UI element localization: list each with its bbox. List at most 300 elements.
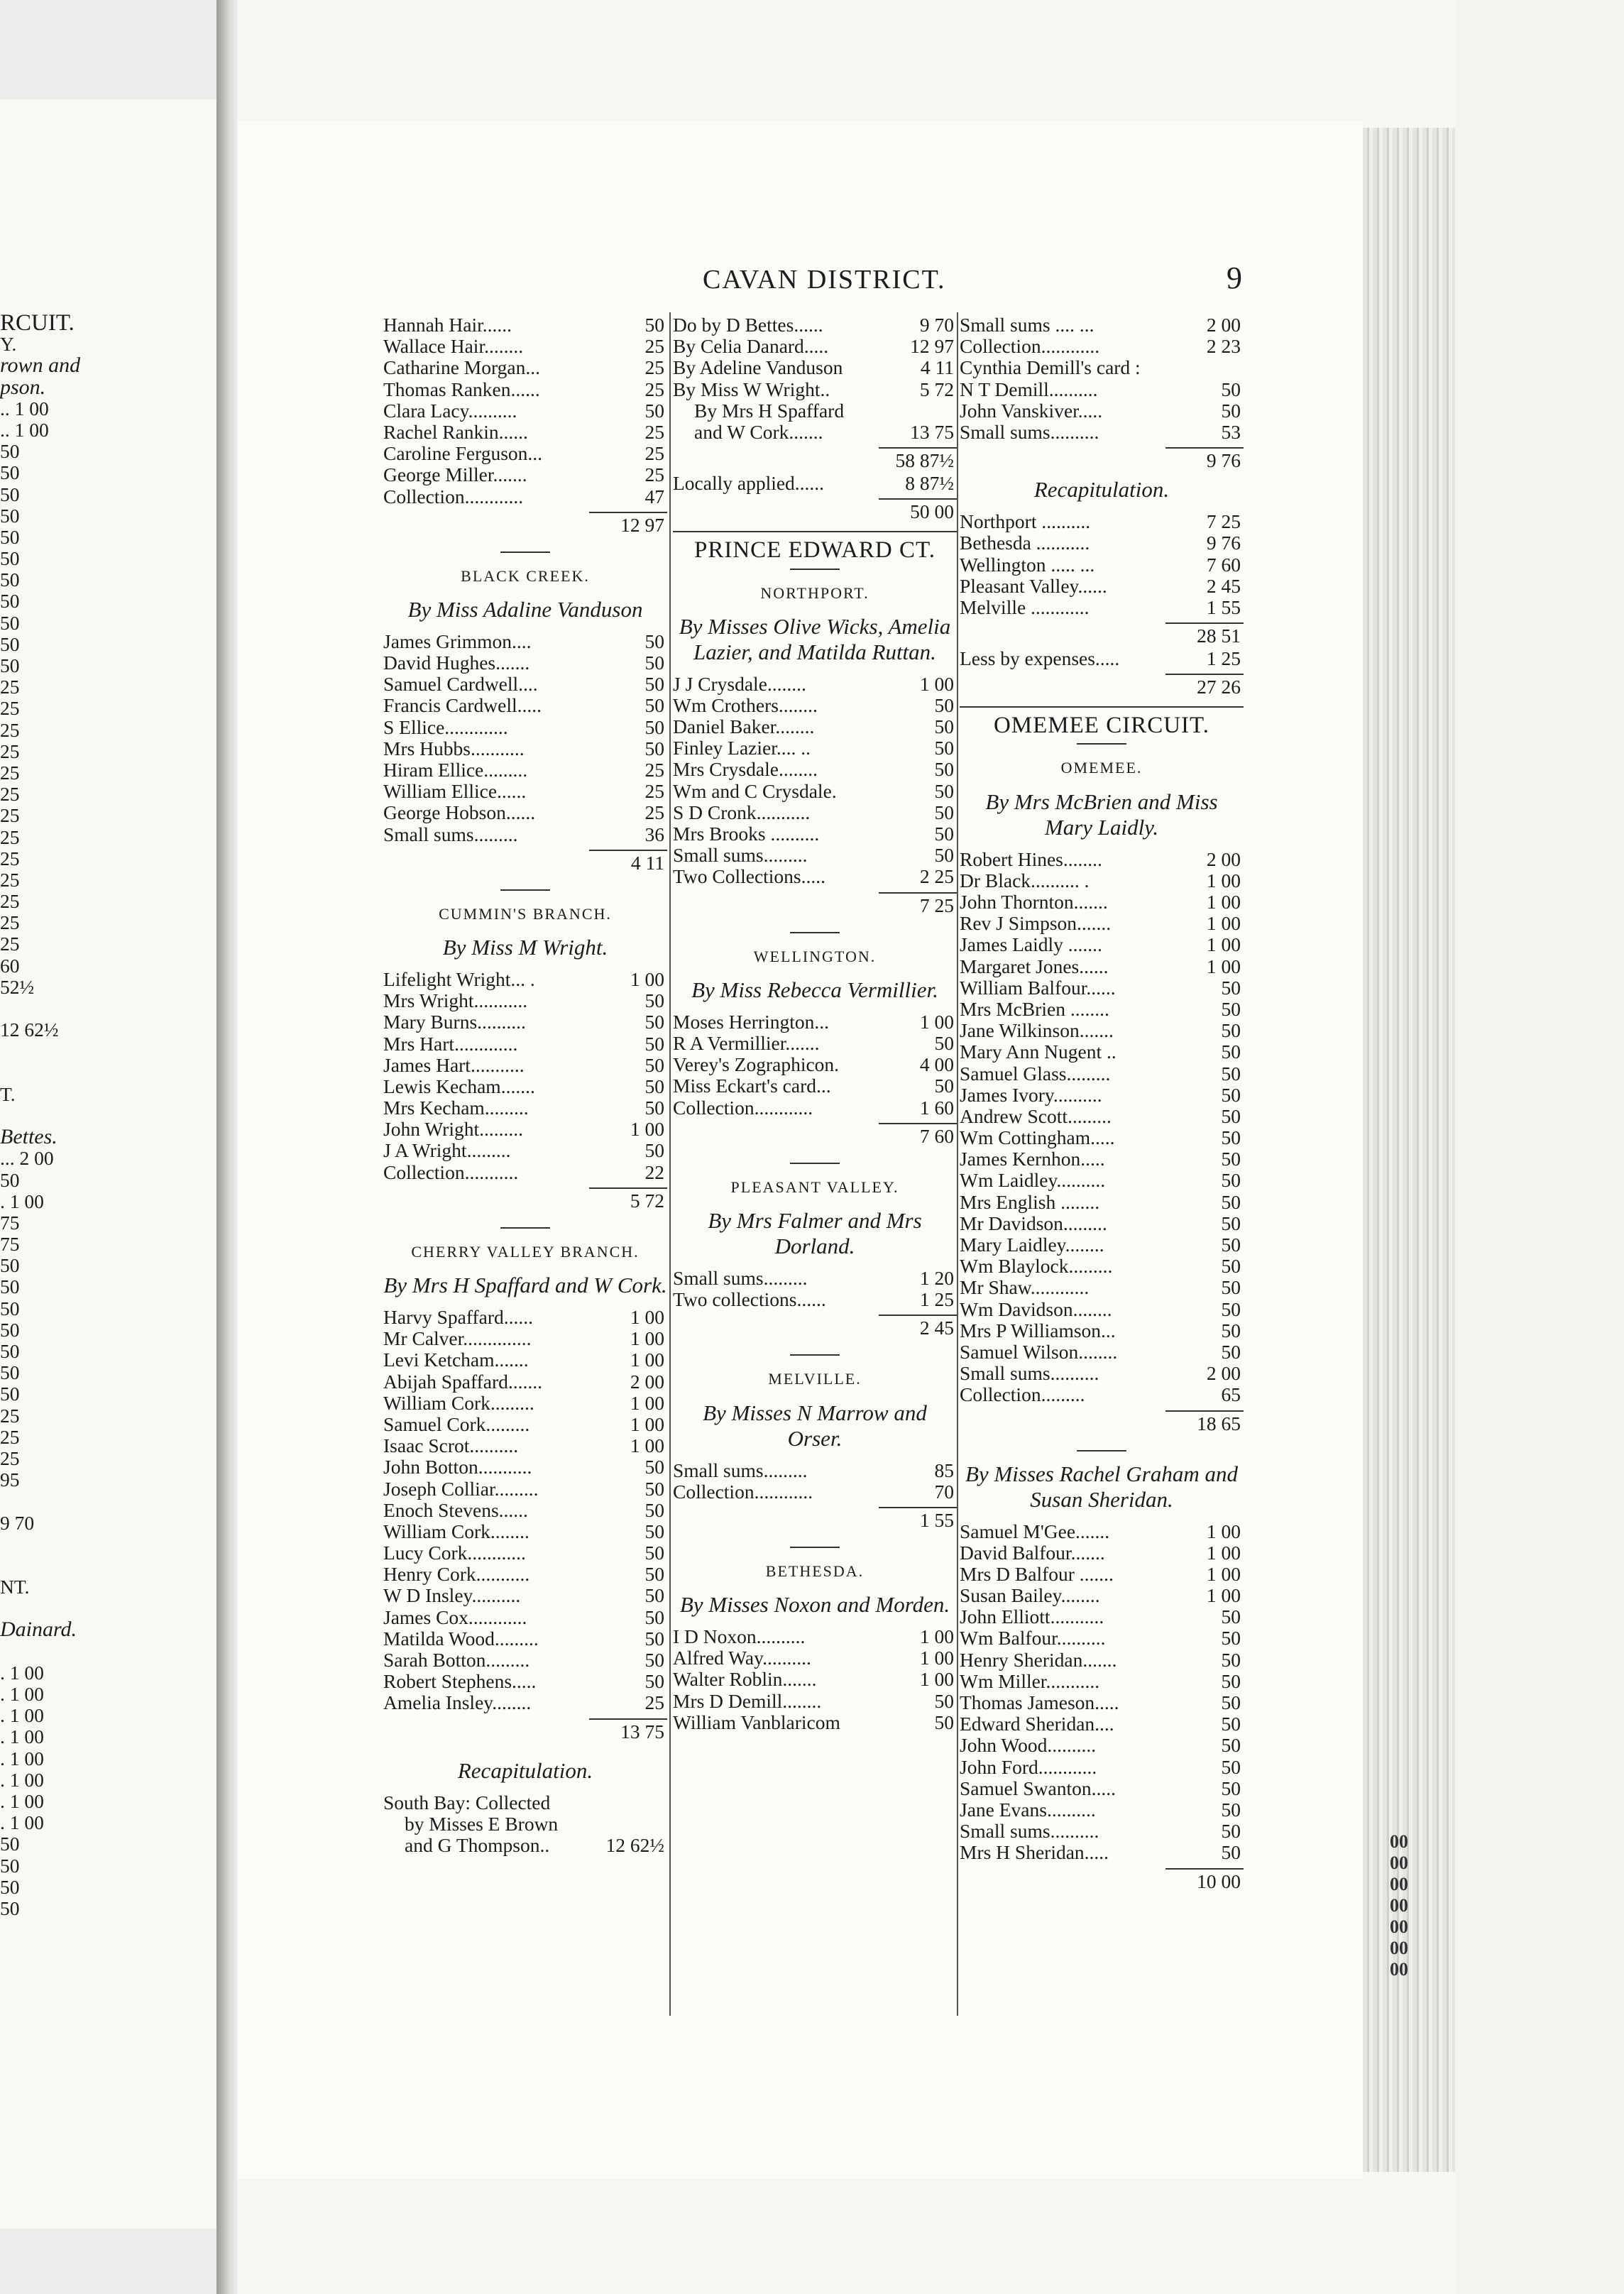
separator — [1077, 1450, 1126, 1451]
entry-amount: 50 — [934, 737, 954, 759]
fragment-text — [0, 1041, 99, 1062]
entry-row — [383, 1671, 667, 1692]
entry-name: W D Insley.......... — [383, 1584, 521, 1607]
entry-row — [673, 1712, 957, 1733]
entry-amount: 50 — [644, 989, 664, 1012]
entry-name: William Cork........ — [383, 1520, 530, 1542]
entry-row — [383, 738, 667, 759]
entry-amount: 50 — [1221, 1169, 1241, 1192]
fragment-text: 75 — [0, 1233, 20, 1256]
entry-name: Samuel Wilson........ — [960, 1340, 1118, 1363]
entry-amount: 1 00 — [630, 1391, 664, 1414]
fragment-text: . 1 00 — [0, 1768, 44, 1791]
entry-name: Samuel Cork......... — [383, 1412, 530, 1435]
contributor-list — [673, 674, 957, 888]
entry-amount: 50 — [1221, 1255, 1241, 1278]
contributor-list — [673, 1460, 957, 1503]
contributor-list — [960, 849, 1244, 1406]
section-heading: NORTHPORT. — [760, 583, 869, 602]
section-heading: BETHESDA. — [765, 1562, 865, 1580]
entry-name: Mrs Kecham......... — [383, 1097, 529, 1119]
entry-amount: 50 — [934, 1711, 954, 1733]
entry-amount: 7 25 — [1206, 510, 1241, 533]
entry-amount — [1170, 357, 1244, 378]
entry-name: Joseph Colliar......... — [383, 1477, 539, 1500]
entry-row — [960, 400, 1244, 422]
collector-line: By Miss M Wright. — [442, 934, 608, 960]
entry-name: By Celia Danard..... — [673, 335, 829, 358]
entry-name: Wm Balfour.......... — [960, 1627, 1106, 1650]
entry-name: John Botton........... — [383, 1456, 532, 1478]
contributor-list — [673, 1626, 957, 1733]
entry-row — [673, 1647, 957, 1669]
fragment-text: 00 — [1390, 1916, 1408, 1937]
fragment-text — [0, 1598, 99, 1619]
fragment-text: 00 — [1390, 1938, 1408, 1958]
fragment-text: 9 70 — [0, 1511, 35, 1534]
entry-amount: 50 — [644, 1139, 664, 1162]
entry-amount: 1 00 — [630, 1327, 664, 1350]
entry-amount: 50 — [934, 1689, 954, 1712]
fragment-text: . 1 00 — [0, 1789, 44, 1812]
entry-amount: 25 — [644, 442, 664, 465]
column-1 — [383, 314, 667, 1856]
entry-amount: 1 20 — [919, 1266, 954, 1289]
entry-name: Robert Stephens..... — [383, 1670, 537, 1693]
entry-amount: 1 00 — [630, 1306, 664, 1329]
separator — [500, 1227, 550, 1229]
entry-name: David Balfour....... — [960, 1541, 1105, 1564]
entry-name: Mr Calver.............. — [383, 1327, 532, 1350]
contributor-list — [960, 314, 1244, 443]
recap-list — [960, 511, 1244, 618]
entry-amount: 50 — [1221, 1777, 1241, 1799]
entry-row — [383, 1140, 667, 1161]
entry-row — [960, 1299, 1244, 1320]
entry-row — [383, 1349, 667, 1371]
entry-row — [383, 1500, 667, 1521]
entry-row — [960, 1192, 1244, 1213]
entry-row — [383, 1055, 667, 1076]
entry-amount: 25 — [644, 378, 664, 400]
entry-name: Melville ............ — [960, 596, 1090, 618]
recap-heading: Recapitulation. — [1033, 477, 1170, 503]
entry-amount: 1 00 — [630, 1434, 664, 1457]
entry-name: James Grimmon.... — [383, 630, 532, 652]
fragment-text: 25 — [0, 825, 20, 848]
circuit-title: OMEMEE CIRCUIT. — [993, 713, 1210, 739]
collector-line: By Mrs H Spaffard and W Cork. — [383, 1273, 667, 1298]
entry-row — [960, 576, 1244, 597]
entry-row — [383, 486, 667, 507]
entry-amount: 1 00 — [1206, 933, 1241, 956]
section-heading: CUMMIN'S BRANCH. — [439, 904, 612, 923]
entry-name: John Wood.......... — [960, 1734, 1097, 1757]
entry-amount: 50 — [1221, 1212, 1241, 1234]
entry-name: I D Noxon.......... — [673, 1625, 806, 1648]
entry-name: N T Demill.......... — [960, 378, 1098, 400]
entry-name: Mrs D Demill........ — [673, 1689, 822, 1712]
section-heading: OMEMEE. — [1060, 759, 1143, 777]
fragment-text: . 1 00 — [0, 1661, 44, 1684]
entry-row — [383, 1307, 667, 1328]
entry-row — [960, 999, 1244, 1020]
entry-name: Mr Shaw............ — [960, 1276, 1090, 1299]
entry-row — [960, 891, 1244, 913]
entry-row — [673, 1268, 957, 1289]
entry-row — [960, 1799, 1244, 1821]
entry-row — [383, 1162, 667, 1183]
entry-name: Verey's Zographicon. — [673, 1053, 840, 1076]
entry-name: Harvy Spaffard...... — [383, 1306, 534, 1329]
fragment-text: 50 — [0, 1168, 20, 1191]
entry-amount: 25 — [644, 1691, 664, 1714]
contributor-list — [383, 1307, 667, 1714]
page-edges — [1363, 128, 1455, 2172]
entry-name: Lewis Kecham....... — [383, 1075, 535, 1097]
entry-row — [383, 1033, 667, 1055]
entry-amount: 50 — [644, 1011, 664, 1033]
entry-amount: 50 — [1221, 1019, 1241, 1042]
entry-amount: 1 00 — [1206, 955, 1241, 977]
entry-name: Wm Crothers........ — [673, 693, 818, 716]
entry-amount: 50 — [934, 844, 954, 867]
contributor-list — [383, 631, 667, 845]
fragment-text: 25 — [0, 740, 20, 762]
entry-amount: 1 00 — [1206, 869, 1241, 891]
entry-amount: 50 — [644, 1520, 664, 1542]
separator — [790, 1163, 840, 1164]
fragment-text: 25 — [0, 911, 20, 934]
entry-row — [960, 1606, 1244, 1628]
collector-line: By Mrs Falmer and Mrs Dorland. — [708, 1207, 922, 1258]
entry-row — [673, 695, 957, 716]
entry-amount: 1 00 — [630, 1349, 664, 1371]
entry-name: Wm Davidson........ — [960, 1297, 1112, 1320]
collector-line: By Miss Adaline Vanduson — [407, 596, 643, 622]
entry-name: Samuel Cardwell.... — [383, 673, 538, 696]
entry-row — [383, 314, 667, 336]
fragment-text: 25 — [0, 697, 20, 720]
entry-row — [673, 845, 957, 866]
entry-name: Henry Sheridan....... — [960, 1648, 1117, 1671]
fragment-text: 50 — [0, 1833, 20, 1855]
entry-amount: 25 — [644, 759, 664, 781]
entry-name: Clara Lacy.......... — [383, 399, 517, 422]
fragment-text: 50 — [0, 1340, 20, 1362]
fragment-text — [0, 1491, 99, 1512]
fragment-text: 50 — [0, 1297, 20, 1319]
fragment-text: 00 — [1390, 1853, 1408, 1873]
entry-row — [383, 652, 667, 674]
entry-name: Lifelight Wright... . — [383, 967, 535, 990]
entry-row — [673, 379, 957, 400]
entry-row — [673, 674, 957, 695]
section-total: 9 76 — [1206, 449, 1241, 472]
entry-amount: 50 — [1221, 1319, 1241, 1341]
entry-amount: 50 — [644, 1627, 664, 1650]
entry-name: Enoch Stevens...... — [383, 1498, 528, 1521]
entry-row — [673, 1097, 957, 1119]
entry-name: Margaret Jones...... — [960, 955, 1109, 977]
fragment-text: 50 — [0, 1275, 20, 1298]
entry-name: William Vanblaricom — [673, 1711, 840, 1733]
entry-row — [673, 1075, 957, 1097]
entry-amount: 2 23 — [1206, 335, 1241, 358]
entry-amount: 50 — [644, 737, 664, 759]
separator — [500, 889, 550, 891]
fragment-text: 50 — [0, 1254, 20, 1277]
page-number: 9 — [1227, 260, 1242, 295]
entry-amount: 50 — [644, 1477, 664, 1500]
entry-amount: 50 — [644, 1542, 664, 1564]
entry-amount: 65 — [1221, 1383, 1241, 1406]
entry-row — [960, 1256, 1244, 1277]
entry-amount: 50 — [644, 694, 664, 717]
entry-row — [673, 400, 957, 422]
fragment-text — [0, 1105, 99, 1126]
collector-line: By Miss Rebecca Vermillier. — [691, 977, 938, 1002]
collector-line: By Misses Olive Wicks, Amelia Lazier, and Matilda Ruttan. — [679, 613, 951, 664]
entry-amount: 50 — [1221, 997, 1241, 1020]
entry-row — [960, 1585, 1244, 1606]
entry-amount: 50 — [644, 1498, 664, 1521]
entry-name: J J Crysdale........ — [673, 672, 806, 695]
fragment-text: .. 1 00 — [0, 397, 49, 419]
fragment-text: NT. — [0, 1576, 30, 1598]
entry-amount: 50 — [1221, 1713, 1241, 1735]
entry-name: Mrs Brooks .......... — [673, 823, 820, 845]
fragment-text: 25 — [0, 1447, 20, 1469]
fragment-text — [0, 1555, 99, 1576]
fragment-text: pson. — [0, 375, 46, 399]
column-rule — [957, 312, 958, 2016]
entry-amount: 50 — [1221, 378, 1241, 400]
entry-name: Daniel Baker........ — [673, 715, 815, 738]
entry-name: Mary Ann Nugent .. — [960, 1041, 1116, 1063]
entry-name: Thomas Jameson..... — [960, 1691, 1119, 1714]
entry-name: Cynthia Demill's card : — [960, 356, 1141, 379]
entry-name: Mary Laidley........ — [960, 1234, 1104, 1256]
entry-name: Mrs Hart............. — [383, 1032, 518, 1055]
entry-amount: 50 — [644, 715, 664, 738]
entry-row — [960, 1564, 1244, 1585]
section-heading: PLEASANT VALLEY. — [730, 1178, 899, 1196]
entry-name: Northport .......... — [960, 510, 1091, 533]
entry-name: Small sums .... ... — [960, 314, 1094, 336]
entry-name: Miss Eckart's card... — [673, 1075, 831, 1097]
fragment-text: 60 — [0, 954, 20, 977]
entry-row — [383, 1097, 667, 1119]
entry-row — [960, 511, 1244, 532]
entry-amount: 22 — [644, 1160, 664, 1183]
entry-amount: 1 60 — [919, 1096, 954, 1119]
entry-amount: 50 — [644, 652, 664, 674]
entry-name: Collection......... — [960, 1383, 1085, 1406]
entry-row — [383, 400, 667, 422]
entry-amount: 50 — [1221, 1841, 1241, 1864]
entry-amount: 1 55 — [1206, 596, 1241, 618]
contributor-list — [383, 314, 667, 507]
fragment-text: . 1 00 — [0, 1725, 44, 1748]
fragment-text: 00 — [1390, 1831, 1408, 1852]
entry-name: James Laidly ....... — [960, 933, 1102, 956]
entry-amount: 1 00 — [630, 1412, 664, 1435]
fragment-text: 50 — [0, 461, 20, 484]
fragment-text: Bettes. — [0, 1125, 57, 1149]
contributor-list — [383, 969, 667, 1183]
entry-name: James Cox............ — [383, 1606, 527, 1628]
entry-row — [383, 990, 667, 1011]
circuit-rule — [960, 706, 1244, 708]
fragment-text: . 1 00 — [0, 1811, 44, 1834]
entry-amount: 50 — [1221, 1798, 1241, 1821]
entry-row — [673, 1054, 957, 1075]
entry-amount: 50 — [934, 758, 954, 781]
right-background — [1455, 0, 1624, 2294]
entry-row — [960, 532, 1244, 554]
entry-amount: 50 — [1221, 399, 1241, 422]
entry-row — [383, 336, 667, 357]
fragment-text: rown and — [0, 353, 81, 378]
entry-amount: 1 00 — [919, 672, 954, 695]
entry-row — [383, 1628, 667, 1650]
entry-row — [960, 1363, 1244, 1384]
entry-amount: 9 76 — [1206, 532, 1241, 554]
entry-name: Samuel Swanton..... — [960, 1777, 1116, 1799]
separator — [790, 1354, 840, 1356]
entry-name: Bethesda ........... — [960, 532, 1090, 554]
entry-row — [383, 1119, 667, 1140]
entry-row — [960, 1106, 1244, 1127]
entry-amount: 50 — [1221, 1104, 1241, 1127]
entry-name: S D Cronk........... — [673, 801, 811, 823]
entry-row — [960, 1735, 1244, 1756]
entry-name: Collection........... — [383, 1160, 519, 1183]
entry-row — [960, 849, 1244, 870]
entry-name: Amelia Insley........ — [383, 1691, 532, 1714]
subtotal: 28 51 — [1197, 625, 1241, 647]
entry-name: Thomas Ranken...... — [383, 378, 540, 400]
entry-amount: 1 00 — [630, 967, 664, 990]
entry-name: R A Vermillier....... — [673, 1031, 820, 1054]
section-total: 50 00 — [910, 500, 954, 523]
entry-row — [673, 737, 957, 759]
recap-line: South Bay: Collected — [383, 1791, 551, 1813]
contributor-list — [673, 314, 957, 443]
recap-line: by Misses E Brown — [405, 1812, 559, 1835]
fragment-text: 25 — [0, 1404, 20, 1427]
entry-name: Catharine Morgan... — [383, 356, 540, 379]
entry-amount: 9 70 — [919, 314, 954, 336]
entry-name: Small sums.......... — [960, 1820, 1099, 1843]
section-total: 13 75 — [620, 1720, 664, 1743]
entry-name: Caroline Ferguson... — [383, 442, 543, 465]
entry-row — [383, 674, 667, 695]
entry-amount: 1 00 — [1206, 891, 1241, 913]
entry-amount: 13 75 — [910, 420, 954, 443]
entry-name: Wellington ..... ... — [960, 553, 1095, 576]
entry-name: J A Wright......... — [383, 1139, 511, 1162]
contributor-list — [673, 1011, 957, 1119]
entry-name: Mrs H Sheridan..... — [960, 1841, 1109, 1864]
entry-name: Small sums......... — [673, 844, 808, 867]
collector-line: By Misses Noxon and Morden. — [679, 1592, 950, 1618]
entry-row — [960, 1778, 1244, 1799]
entry-amount: 25 — [644, 780, 664, 803]
entry-row — [960, 357, 1244, 378]
entry-amount: 85 — [934, 1459, 954, 1481]
separator — [500, 551, 550, 553]
entry-row — [960, 934, 1244, 955]
entry-row — [960, 1713, 1244, 1735]
entry-name: Susan Bailey........ — [960, 1584, 1100, 1607]
entry-amount: 50 — [644, 314, 664, 336]
fragment-text: 00 — [1390, 1959, 1408, 1980]
entry-amount: 50 — [1221, 1297, 1241, 1320]
entry-row — [673, 1289, 957, 1310]
entry-name: John Ford............ — [960, 1755, 1097, 1778]
entry-name: Mary Burns.......... — [383, 1011, 526, 1033]
entry-name: Collection............ — [673, 1096, 813, 1119]
recap-line: and G Thompson.. 12 62½ — [405, 1833, 664, 1856]
entry-row — [383, 1650, 667, 1671]
fragment-text: 50 — [0, 525, 20, 548]
fragment-text: 25 — [0, 868, 20, 891]
fragment-text: 25 — [0, 783, 20, 806]
entry-amount: 50 — [934, 779, 954, 802]
fragment-text: 50 — [0, 1318, 20, 1341]
entry-name: By Miss W Wright.. — [673, 378, 830, 400]
entry-row — [673, 759, 957, 780]
entry-name: Rachel Rankin...... — [383, 420, 528, 443]
entry-row — [673, 422, 957, 443]
entry-row — [960, 1085, 1244, 1106]
entry-row — [383, 1371, 667, 1393]
entry-row — [673, 823, 957, 845]
entry-name: Pleasant Valley...... — [960, 574, 1107, 597]
entry-name: Finley Lazier.... .. — [673, 737, 811, 759]
entry-amount: 1 25 — [919, 1288, 954, 1311]
collector-line: By Misses N Marrow and Orser. — [703, 1400, 927, 1451]
entry-amount: 50 — [934, 1075, 954, 1097]
entry-name: George Miller....... — [383, 463, 527, 486]
entry-name: Samuel M'Gee....... — [960, 1520, 1110, 1542]
book-spine — [216, 0, 238, 2294]
entry-amount: 1 00 — [919, 1668, 954, 1691]
fragment-text: . 1 00 — [0, 1683, 44, 1705]
entry-name: Mrs Hubbs........... — [383, 737, 525, 759]
fragment-text: . 1 00 — [0, 1747, 44, 1769]
section-heading: BLACK CREEK. — [461, 566, 590, 585]
entry-row — [383, 631, 667, 652]
entry-amount: 1 00 — [1206, 912, 1241, 935]
entry-row — [960, 597, 1244, 618]
entry-amount: 50 — [1221, 1148, 1241, 1170]
entry-amount: 50 — [934, 801, 954, 823]
entry-amount: 1 00 — [919, 1010, 954, 1033]
section-heading: WELLINGTON. — [753, 947, 877, 965]
entry-amount: 50 — [644, 1032, 664, 1055]
entry-row — [960, 1213, 1244, 1234]
entry-amount: 4 00 — [919, 1053, 954, 1076]
entry-row — [383, 824, 667, 845]
entry-amount: 50 — [1221, 1734, 1241, 1757]
entry-name: Wm Cottingham..... — [960, 1126, 1115, 1149]
entry-row — [960, 1650, 1244, 1671]
entry-row — [383, 1564, 667, 1585]
entry-amount: 50 — [1221, 1126, 1241, 1149]
